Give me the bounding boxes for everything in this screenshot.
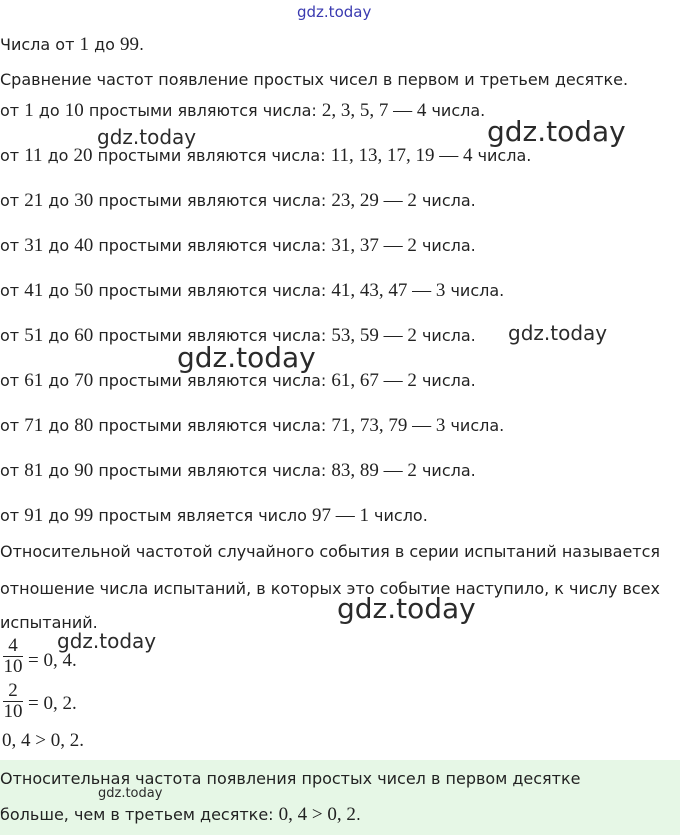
conclusion-line: Относительная частота появления простых чисел в первом десятке [0, 769, 581, 788]
watermark: gdz.today [98, 786, 163, 801]
fraction-four-tenths: 4 10 [3, 635, 23, 678]
watermark: gdz.today [487, 115, 626, 148]
intro-line: Числа от 1 до 99. [0, 34, 145, 55]
comparison: 0, 4 > 0, 2. [2, 730, 84, 751]
range-line: от 31 до 40 простыми являются числа: 31, 37 — 2 числа. [0, 235, 476, 256]
range-line: от 51 до 60 простыми являются числа: 53, 59 — 2 числа. [0, 325, 476, 346]
watermark: gdz.today [97, 125, 197, 149]
watermark: gdz.today [297, 3, 372, 21]
range-line: от 21 до 30 простыми являются числа: 23, 29 — 2 числа. [0, 190, 476, 211]
range-line: от 41 до 50 простыми являются числа: 41, 43, 47 — 3 числа. [0, 280, 505, 301]
range-line: от 91 до 99 простым является число 97 — 1 число. [0, 505, 428, 526]
watermark: gdz.today [177, 341, 316, 374]
equation-result: = 0, 4. [28, 650, 77, 671]
watermark: gdz.today [508, 321, 608, 345]
fraction-two-tenths: 2 10 [3, 680, 23, 723]
definition-line: Относительной частотой случайного события в серии испытаний называется [0, 542, 661, 561]
watermark: gdz.today [337, 592, 476, 625]
conclusion-line: больше, чем в третьем десятке: 0, 4 > 0, 2. [0, 804, 361, 825]
range-line: от 1 до 10 простыми являются числа: 2, 3, 5, 7 — 4 числа. [0, 100, 486, 121]
range-line: от 81 до 90 простыми являются числа: 83, 89 — 2 числа. [0, 460, 476, 481]
range-line: от 71 до 80 простыми являются числа: 71, 73, 79 — 3 числа. [0, 415, 505, 436]
section-heading: Сравнение частот появление простых чисел в первом и третьем десятке. [0, 70, 629, 89]
definition-line: испытаний. [0, 613, 98, 632]
range-line: от 11 до 20 простыми являются числа: 11, 13, 17, 19 — 4 числа. [0, 145, 532, 166]
equation-result: = 0, 2. [28, 693, 77, 714]
range-line: от 61 до 70 простыми являются числа: 61, 67 — 2 числа. [0, 370, 476, 391]
watermark: gdz.today [57, 629, 157, 653]
definition-line: отношение числа испытаний, в которых это событие наступило, к числу всех [0, 579, 660, 598]
